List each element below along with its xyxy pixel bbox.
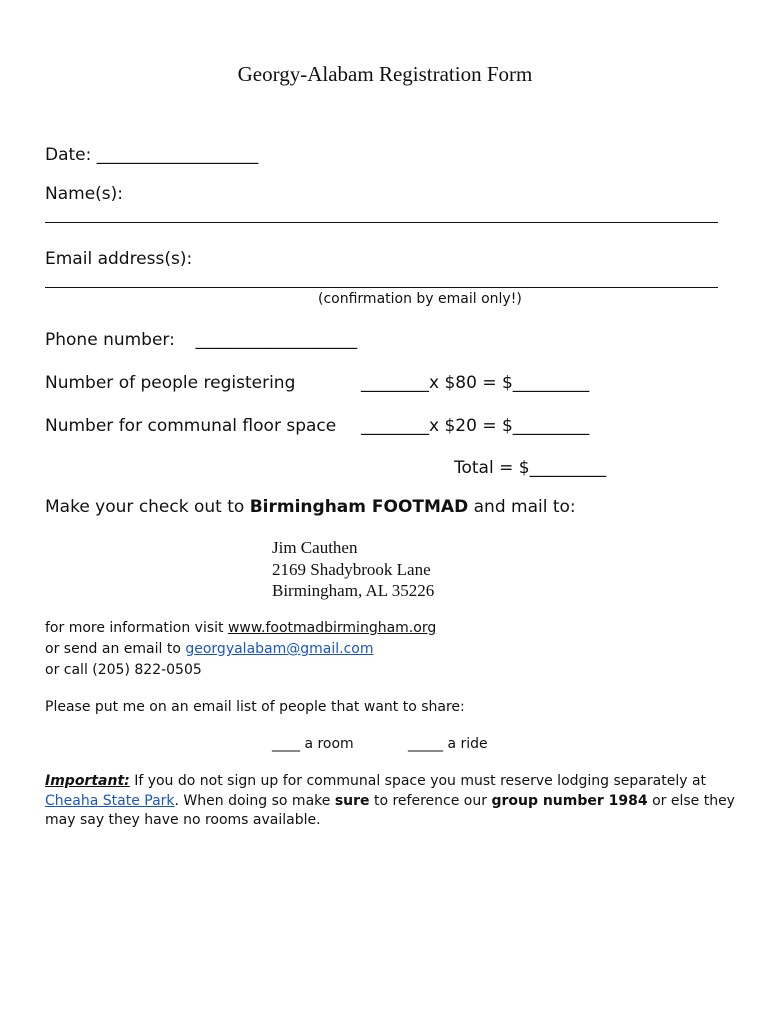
share-prompt: Please put me on an email list of people that want to share:: [45, 699, 465, 715]
people-calc[interactable]: ________x $80 = $_________: [361, 373, 590, 393]
email-label: Email address(s):: [45, 249, 193, 269]
important-text-4: or else they: [647, 792, 735, 809]
cheaha-park-link[interactable]: Cheaha State Park: [45, 792, 175, 809]
email-link[interactable]: georgyalabam@gmail.com: [185, 641, 374, 657]
website-link[interactable]: www.footmadbirmingham.org: [227, 620, 437, 636]
address-name: Jim Cauthen: [272, 538, 358, 557]
email-note: (confirmation by email only!): [318, 291, 522, 307]
payment-suffix: and mail to:: [468, 497, 576, 517]
date-row: [45, 145, 258, 165]
email-prefix: or send an email to: [45, 641, 186, 657]
important-label: Important:: [45, 773, 130, 789]
payment-instruction: [45, 497, 576, 517]
address-street: 2169 Shadybrook Lane: [272, 559, 431, 579]
floor-calc[interactable]: ________x $20 = $_________: [361, 416, 590, 436]
important-line-1: [45, 772, 735, 792]
floor-label: Number for communal floor space: [45, 416, 337, 436]
important-text-1: If you do not sign up for communal space you must reserve lodging separately at: [129, 773, 707, 789]
call-line: or call (205) 822-0505: [45, 662, 202, 678]
important-sure: sure: [334, 792, 370, 809]
date-blank[interactable]: ___________________: [96, 145, 259, 165]
email-blank-line[interactable]: [45, 287, 718, 288]
group-number: group number 1984: [491, 792, 648, 809]
share-room-option[interactable]: ____ a room: [272, 736, 354, 752]
phone-label: Phone number:: [45, 330, 175, 350]
date-label: Date:: [45, 145, 92, 165]
important-line-3: may say they have no rooms available.: [45, 812, 321, 828]
form-title: Georgy-Alabam Registration Form: [237, 62, 533, 86]
more-info: [45, 618, 436, 681]
important-text-3: to reference our: [369, 792, 492, 809]
important-line-2: [45, 792, 735, 812]
names-blank-line[interactable]: [45, 222, 718, 223]
people-label: Number of people registering: [45, 373, 296, 393]
email-line: [45, 639, 436, 660]
important-note: [45, 772, 735, 831]
important-text-2: . When doing so make: [174, 792, 335, 809]
names-label: Name(s):: [45, 184, 124, 204]
visit-line: [45, 618, 436, 639]
visit-prefix: for more information visit: [45, 620, 228, 636]
total-row[interactable]: Total = $_________: [454, 458, 607, 478]
mailing-address: [272, 537, 434, 602]
payment-prefix: Make your check out to: [45, 497, 250, 517]
phone-blank[interactable]: ___________________: [195, 330, 358, 350]
address-city: Birmingham, AL 35226: [272, 581, 435, 600]
phone-row: [45, 330, 357, 350]
payee-name: Birmingham FOOTMAD: [249, 497, 469, 517]
share-ride-option[interactable]: _____ a ride: [408, 736, 488, 752]
